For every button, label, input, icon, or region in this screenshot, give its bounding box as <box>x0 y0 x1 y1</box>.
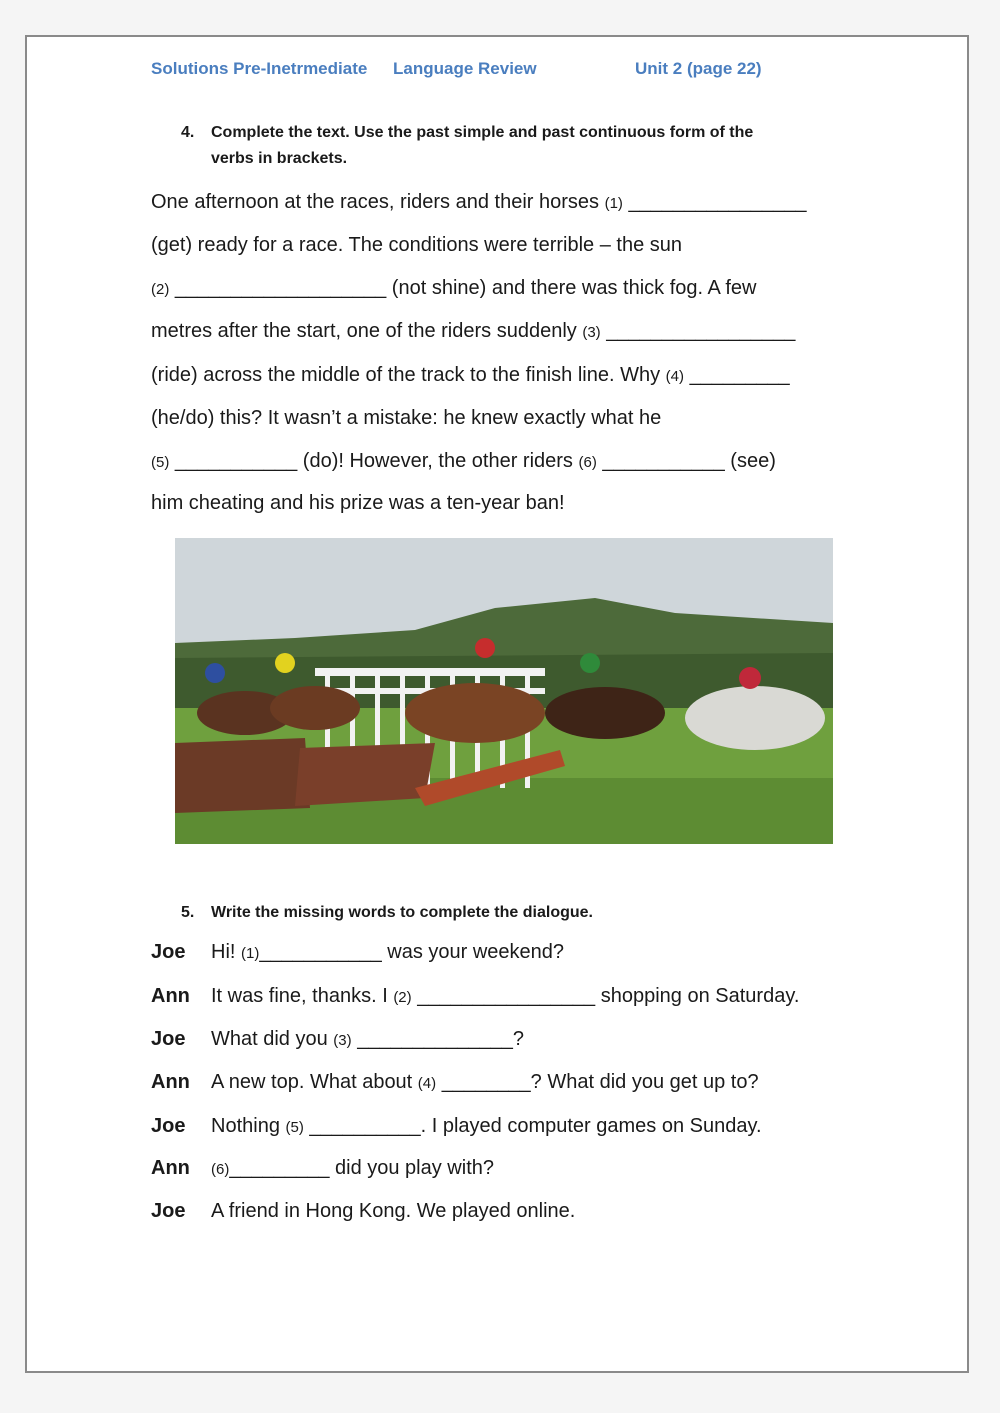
text-segment: metres after the start, one of the riders suddenly <box>151 320 583 342</box>
text-line <box>151 447 776 477</box>
text-segment: him cheating and his prize was a ten-year ban! <box>151 492 565 514</box>
course-title: Solutions Pre-Inetrmediate <box>151 59 368 78</box>
gap-number: (1) <box>241 945 260 962</box>
dialogue-text <box>211 1112 762 1142</box>
instruction-line: Write the missing words to complete the dialogue. <box>211 904 593 921</box>
text-line <box>151 274 756 304</box>
text-segment: It was fine, thanks. I <box>211 985 394 1007</box>
dialogue-text <box>211 1154 494 1184</box>
instruction-line: verbs in brackets. <box>211 150 348 167</box>
gap-number: (1) <box>604 195 623 212</box>
gap-blank: __________. I played computer games on Sunday. <box>303 1115 762 1137</box>
text-segment: One afternoon at the races, riders and their horses <box>151 191 605 213</box>
dialogue-text <box>211 982 799 1012</box>
gap-blank: ___________ was your weekend? <box>259 941 565 963</box>
exercise-number: 5. <box>181 904 195 921</box>
text-segment: A friend in Hong Kong. We played online. <box>211 1200 576 1222</box>
text-line <box>151 188 806 218</box>
gap-number: (5) <box>285 1119 304 1136</box>
text-segment: Nothing <box>211 1115 286 1137</box>
speaker-name: Joe <box>151 1200 186 1222</box>
gap-number: (4) <box>417 1075 437 1092</box>
gap-number: (2) <box>151 281 170 298</box>
speaker-name: Joe <box>151 1115 186 1137</box>
text-segment: (ride) across the middle of the track to the finish line. Why <box>151 364 666 386</box>
horse-race-photo <box>175 538 833 844</box>
text-line <box>151 317 795 347</box>
gap-number: (6) <box>578 454 597 471</box>
text-segment: A new top. What about <box>211 1071 418 1093</box>
gap-blank: ________________ shopping on Saturday. <box>411 985 800 1007</box>
gap-number: (2) <box>393 989 412 1006</box>
speaker-name: Ann <box>151 1157 190 1179</box>
gap-blank: ___________ (see) <box>596 450 776 472</box>
gap-blank: _________ <box>684 364 790 386</box>
gap-blank: ______________? <box>351 1028 525 1050</box>
gap-blank: ________? What did you get up to? <box>436 1071 759 1093</box>
dialogue-text <box>211 1025 524 1055</box>
speaker-name: Joe <box>151 1028 186 1050</box>
gap-number: (5) <box>151 454 170 471</box>
speaker-name: Joe <box>151 941 186 963</box>
speaker-name: Ann <box>151 1071 190 1093</box>
text-segment: Hi! <box>211 941 241 963</box>
gap-blank: ___________________ (not shine) and there was thick fog. A few <box>169 277 757 299</box>
dialogue-text <box>211 1068 759 1098</box>
gap-number: (4) <box>665 368 685 385</box>
gap-blank: ___________ (do)! However, the other riders <box>169 450 579 472</box>
gap-blank: _________________ <box>600 320 796 342</box>
dialogue-text <box>211 938 564 968</box>
text-segment: What did you <box>211 1028 334 1050</box>
unit-reference: Unit 2 (page 22) <box>635 59 762 78</box>
gap-number: (3) <box>582 324 601 341</box>
section-title: Language Review <box>393 59 537 78</box>
text-line <box>151 231 682 261</box>
text-line <box>151 489 565 519</box>
text-segment: (get) ready for a race. The conditions were terrible – the sun <box>151 234 683 256</box>
speaker-name: Ann <box>151 985 190 1007</box>
gap-blank: ________________ <box>622 191 807 213</box>
text-line <box>151 404 661 434</box>
gap-blank: _________ did you play with? <box>229 1157 494 1179</box>
text-segment: (he/do) this? It wasn’t a mistake: he knew exactly what he <box>151 407 662 429</box>
text-line <box>151 361 790 391</box>
dialogue-text <box>211 1197 575 1227</box>
gap-number: (6) <box>211 1161 230 1178</box>
gap-number: (3) <box>333 1032 352 1049</box>
exercise-number: 4. <box>181 124 195 141</box>
instruction-line: Complete the text. Use the past simple and past continuous form of the <box>211 124 754 141</box>
